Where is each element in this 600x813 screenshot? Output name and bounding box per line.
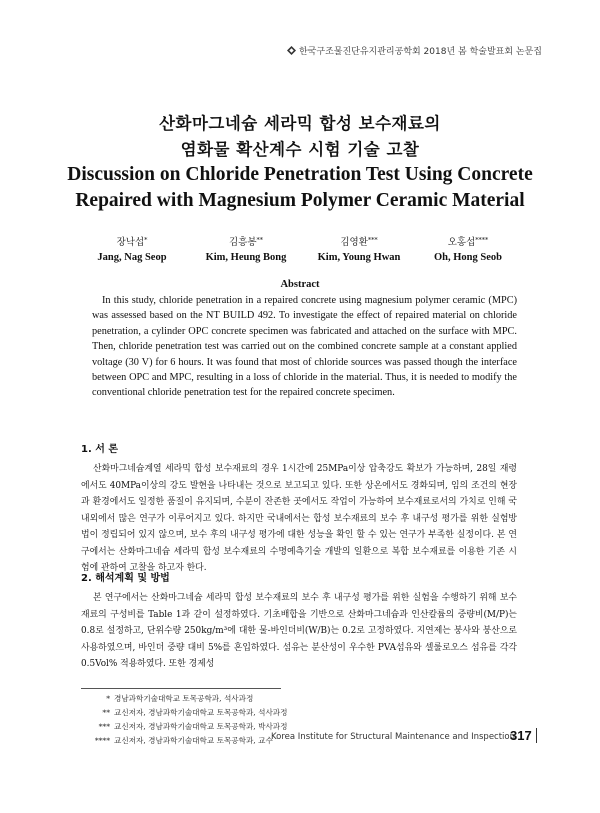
- author-english-name: Kim, Young Hwan: [317, 252, 401, 263]
- abstract-text: In this study, chloride penetration in a repaired concrete using magnesium polymer ceramic (MPC) was assessed based on the NT BUILD 492. To investigate the effect of repaired material on chloride penetration, a cylinder OPC concrete specimen was fabricated and attached on the surface with MPC. Then, chloride penetration test was carried out on the combined concrete sample at a constant applied voltage (30 V) for 6 hours. It was found that most of chloride sources was passed though the interface between OPC and MPC, resulting in a loss of chloride in the material. Thus, it is needed to modify the conventional chloride penetration test for the repaired concrete specimen.: [92, 295, 517, 399]
- author-korean-name: 김영환***: [340, 236, 378, 248]
- author-2: [191, 233, 301, 266]
- running-header: [287, 44, 542, 57]
- author-korean-name: 김흥봉**: [228, 236, 264, 248]
- author-english-name: Kim, Heung Bong: [205, 252, 287, 263]
- page-number-divider: [536, 728, 537, 743]
- author-1: [77, 233, 187, 266]
- korean-title-line-1: 산화마그네슘 세라믹 합성 보수재료의: [159, 114, 441, 133]
- diamond-logo-icon: [287, 46, 296, 55]
- page-number: 317: [510, 728, 532, 743]
- abstract-heading: Abstract: [280, 279, 320, 290]
- footnote-4: **** 교신저자, 경남과학기술대학교 토목공학과, 교수: [94, 736, 273, 745]
- author-korean-name: 오홍섭****: [447, 236, 489, 248]
- footnote-divider: [81, 688, 281, 689]
- section-2-text: 본 연구에서는 산화마그네슘 세라믹 합성 보수재료의 보수 후 내구성 평가를 위한 실험을 수행하기 위해 보수재료의 구성비를 Table 1과 같이 설정하였다. 기초배합을 기반으로 산화마그네슘과 인산칼륨의 중량비(M/P)는 0.8로 설정하고, 단위수량 250kg/m³에 대한 물-바인더비(W/B)는 0.2로 고정하였다. 지연제는 붕사와 붕산으로 사용하였으며, 바인더 중량 대비 5%를 혼입하였다. 섬유는 분산성이 우수한 PVA섬유와 셀룰로오스 섬유를 각각 0.5Vol% 적용하였다. 또한 경제성: [81, 593, 517, 669]
- section-1-heading: 1. 서 론: [81, 444, 119, 455]
- section-1-text: 산화마그네슘계열 세라믹 합성 보수재료의 경우 1시간에 25MPa이상 압축강도 확보가 가능하며, 28일 재령에서도 40MPa이상의 강도 발현을 나타내는 것으로 보고되고 있다. 또한 상온에서도 경화되며, 임의 조건의 현장과 환경에서도 일정한 품질이 유지되며, 수분이 잔존한 곳에서도 작업이 가능하여 보수재료로서의 가치로 인해 국내외에서 많은 연구가 이루어지고 있다. 하지만 국내에서는 합성 보수재료의 보수 후 내구성 평가를 위한 실험방법이 정립되어 있지 않으며, 보수 후의 내구성 평가에 대한 성능을 확인 할 수 있는 연구가 부족한 실정이다. 본 연구에서는 산화마그네슘 세라믹 합성 보수재료의 수명예측기술 개발의 일환으로 복합 보수재료를 이용한 기존 시험에 관하여 고찰을 하고자 한다.: [81, 464, 517, 573]
- footnote-2: ** 교신저자, 경남과학기술대학교 토목공학과, 석사과정: [102, 708, 288, 717]
- journal-name: 한국구조물진단유지관리공학회 2018년 봄 학술발표회 논문집: [298, 47, 542, 57]
- author-4: [413, 233, 523, 266]
- english-title-line-1: Discussion on Chloride Penetration Test Using Concrete: [67, 164, 533, 185]
- footnote-3: *** 교신저자, 경남과학기술대학교 토목공학과, 박사과정: [98, 722, 288, 731]
- author-korean-name: 장낙섭*: [116, 236, 148, 248]
- footer-institute: Korea Institute for Structural Maintenance and Inspection: [271, 732, 515, 742]
- author-3: [304, 233, 414, 266]
- english-title-line-2: Repaired with Magnesium Polymer Ceramic Material: [75, 190, 525, 211]
- section-2-heading: 2. 해석계획 및 방법: [81, 573, 170, 584]
- author-english-name: Oh, Hong Seob: [434, 252, 502, 263]
- korean-title-line-2: 염화물 확산계수 시험 기술 고찰: [180, 140, 420, 159]
- footnote-1: * 경남과학기술대학교 토목공학과, 석사과정: [106, 694, 254, 703]
- author-english-name: Jang, Nag Seop: [97, 252, 167, 263]
